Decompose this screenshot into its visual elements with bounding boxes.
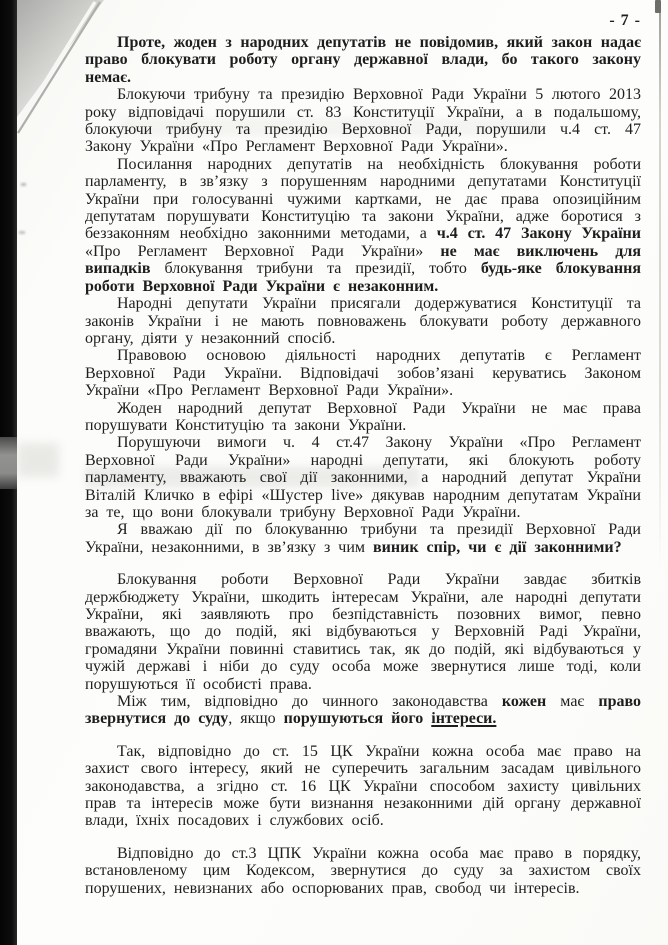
text-run: Проте, жоден з народних депутатів не повідомив, який закон надає право блокувати роботу органу державної влади, бо такого закону немає. [85, 34, 641, 86]
text-run: Відповідно до ст.3 ЦПК України кожна особа має право в порядку, встановленому цим Кодексом, звернутися до суду за захистом своїх порушених, невизнаних або оспорюваних прав, свобод чи інтересів. [85, 844, 641, 897]
scan-right-edge-mark [655, 0, 661, 13]
text-run: ч.4 ст. 47 Закону України [436, 225, 641, 243]
paragraph [85, 34, 641, 86]
scan-corner-wedge-artifact [0, 0, 120, 150]
paragraph [85, 571, 641, 693]
scan-smudge-artifact [17, 443, 59, 477]
text-run: Правовою основою діяльності народних депутатів є Регламент Верховної Ради України. Відповідачі зобов’язані керуватись Законом України «Про Регламент Верховної Ради України». [85, 347, 641, 400]
paragraph [85, 400, 641, 435]
text-run: Так, відповідно до ст. 15 ЦК України кожна особа має право на захист свого інтересу, який не суперечить загальним засадам цивільного законодавства, а згідно ст. 16 ЦК України способом захисту цивільних прав та інтересів може бути визнання незаконними дій органу державної влади, їхніх посадових і службових осіб. [85, 742, 641, 830]
text-run: , якщо [228, 710, 284, 728]
paragraph [85, 295, 641, 347]
text-run: блокування трибуни та президії, тобто [150, 260, 481, 278]
paragraph [85, 347, 641, 399]
text-run: виник спір, чи є дії законними? [373, 538, 622, 556]
scan-left-band-artifact [0, 437, 17, 489]
text-run: порушуються його [283, 710, 432, 728]
text-run: інтереси. [431, 710, 497, 728]
text-run: Я вважаю дії по блокуванню трибуни та президії Верховної Ради України, незаконними, в зв’язку з чим [85, 521, 641, 556]
text-run: кожен [501, 693, 547, 711]
text-run: Порушуючи вимоги ч. 4 ст.47 Закону України «Про Регламент Верховної Ради України» народні депутати, які блокують роботу парламенту, вважають свої дії законними, а народний депутат України Віталій Кличко в ефірі «Шустер live» дякував народним депутатам України за те, що вони блокували трибуну Верховної Ради України. [85, 434, 641, 521]
paragraph [85, 521, 641, 556]
document-body [85, 34, 641, 897]
text-run: Між тим, відповідно до чинного законодавства [117, 693, 502, 711]
scan-speck-artifact [21, 183, 26, 186]
text-run: Народні депутати України присягали додержуватися Конституції та законів України і не мають повноважень блокувати роботу державного органу, діяти у незаконний спосіб. [85, 295, 641, 347]
page-number: - 7 - [609, 12, 641, 29]
paragraph [85, 434, 641, 521]
text-run: Блокування роботи Верховної Ради України завдає збитків держбюджету України, шкодить інтересам України, але народні депутати України, які заявляють про безпідставність позовних вимог, певно вважають, що до подій, які відбуваються у Верховній Раді України, громадяни України повинні ставитись так, як до подій, які відбуваються у чужій державі і ніби до суду особа може звернутися лише тоді, коли порушуються її особисті права. [85, 571, 641, 693]
text-run: Блокуючи трибуну та президію Верховної Ради України 5 лютого 2013 року відповідачі порушили ст. 83 Конституції України, а в подальшому, блокуючи трибуну та президію Верховної Ради, порушили ч.4 ст. 47 Закону України «Про Регламент Верховної Ради України». [85, 86, 641, 156]
text-run: має [546, 693, 599, 711]
text-run: не має виключень для випадків [85, 242, 641, 278]
paragraph [85, 156, 641, 295]
text-run: «Про Регламент Верховної Ради України» [85, 242, 441, 260]
text-run: Посилання народних депутатів на необхідність блокування роботи парламенту, в зв’язку з порушенням народними депутатами Конституції України при голосуванні чужими картками, не дає права опозиційним депутатам порушувати Конституцію та закони України, адже боротися з беззаконням необхідно законними методами, а [85, 155, 641, 243]
scan-right-edge-line [659, 4, 661, 564]
paragraph [85, 845, 641, 897]
paragraph [85, 693, 641, 728]
scan-speck-artifact [19, 231, 25, 234]
text-run: право звернутися до суду [85, 693, 642, 728]
paragraph [85, 743, 641, 830]
text-run: Жоден народний депутат Верховної Ради України не має права порушувати Конституцію та закони України. [85, 399, 641, 434]
text-run: будь-яке блокування роботи Верховної Ради України є незаконним. [85, 260, 642, 295]
paragraph [85, 86, 641, 156]
